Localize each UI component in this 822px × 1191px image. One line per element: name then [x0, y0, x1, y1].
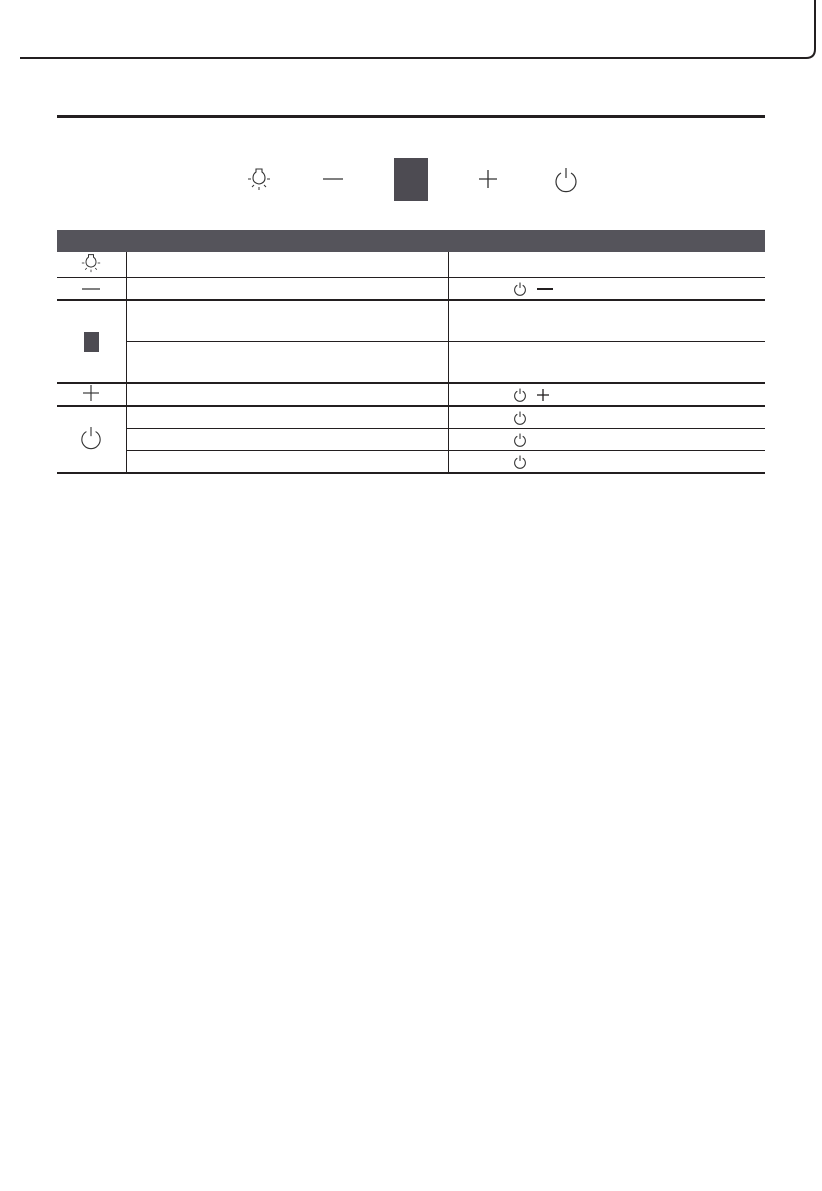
- minus-icon[interactable]: [323, 177, 343, 181]
- power-icon[interactable]: [554, 167, 578, 193]
- header-cell: [448, 230, 765, 252]
- note-cell: [448, 342, 765, 384]
- control-panel: [57, 150, 765, 210]
- function-cell: [126, 406, 448, 429]
- header-cell: [126, 230, 448, 252]
- function-cell: [126, 252, 448, 278]
- power-icon: [513, 388, 527, 402]
- function-cell: [126, 383, 448, 406]
- section-rule: [57, 115, 765, 118]
- row-icon-cell: [57, 300, 126, 383]
- table-header: [57, 230, 765, 252]
- function-cell: [126, 342, 448, 384]
- note-cell: [448, 429, 765, 451]
- plus-icon: [83, 385, 99, 401]
- note-cell: [448, 451, 765, 474]
- plus-icon: [537, 389, 549, 401]
- minus-icon: [82, 282, 100, 292]
- power-icon: [80, 426, 102, 450]
- table-row: [57, 451, 765, 474]
- page-corner-mark: [0, 0, 822, 70]
- table-row: [57, 429, 765, 451]
- function-table: [57, 230, 765, 474]
- table-row: [57, 300, 765, 342]
- table-row: [57, 278, 765, 301]
- note-cell: [448, 406, 765, 429]
- power-icon: [513, 455, 527, 469]
- table-row: [57, 252, 765, 278]
- function-cell: [126, 451, 448, 474]
- row-icon-cell: [57, 278, 126, 301]
- light-bulb-icon: [81, 252, 101, 274]
- minus-icon: [537, 286, 553, 292]
- power-icon: [513, 411, 527, 425]
- function-cell: [126, 300, 448, 342]
- table-row: [57, 383, 765, 406]
- function-cell: [126, 278, 448, 301]
- power-icon: [513, 282, 527, 296]
- light-bulb-icon[interactable]: [247, 166, 271, 192]
- note-cell: [448, 383, 765, 406]
- display-block-icon: [394, 158, 428, 201]
- row-icon-cell: [57, 383, 126, 406]
- plus-icon[interactable]: [479, 170, 497, 188]
- power-icon: [513, 433, 527, 447]
- header-cell: [57, 230, 126, 252]
- row-icon-cell: [57, 406, 126, 473]
- note-cell: [448, 278, 765, 301]
- table-row: [57, 406, 765, 429]
- row-icon-cell: [57, 252, 126, 278]
- table-row: [57, 342, 765, 384]
- display-block-icon: [84, 332, 99, 352]
- note-cell: [448, 252, 765, 278]
- note-cell: [448, 300, 765, 342]
- function-cell: [126, 429, 448, 451]
